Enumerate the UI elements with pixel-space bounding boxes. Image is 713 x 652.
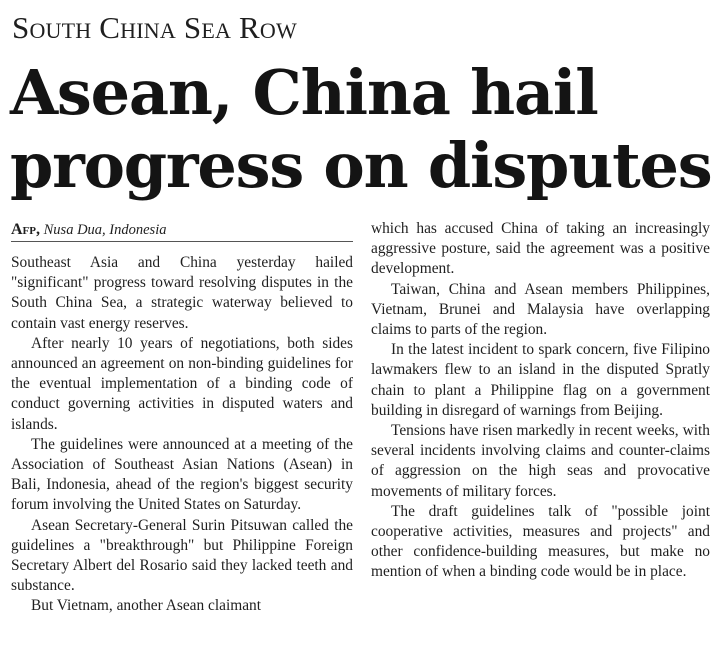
article-paragraph: The guidelines were announced at a meeting of the Association of Southeast Asian Nations (Asean) in Bali, Indonesia, ahead of the region's biggest security forum involving the United States on Saturday. xyxy=(11,435,353,514)
byline-agency: Afp, xyxy=(11,221,40,238)
article-paragraph: But Vietnam, another Asean claimant xyxy=(31,597,262,615)
article-column-right xyxy=(371,219,710,583)
article-paragraph: Asean Secretary-General Surin Pitsuwan called the guidelines a "breakthrough" but Philippine Foreign Secretary Albert del Rosario said they lacked teeth and substance. xyxy=(11,516,353,595)
article-paragraph: Taiwan, China and Asean members Philippines, Vietnam, Brunei and Malaysia have overlapping claims to parts of the region. xyxy=(371,280,710,339)
article-paragraph: Southeast Asia and China yesterday hailed "significant" progress toward resolving disputes in the South China Sea, a strategic waterway believed to contain vast energy reserves. xyxy=(11,254,353,332)
article-paragraph: The draft guidelines talk of "possible joint cooperative activities, measures and projects" and other confidence-building measures, but make no mention of when a binding code would be in place. xyxy=(371,502,710,581)
article-paragraph: which has accused China of taking an increasingly aggressive posture, said the agreement was a positive development. xyxy=(371,220,710,278)
article-paragraph: After nearly 10 years of negotiations, both sides announced an agreement on non-binding guidelines for the eventual implementation of a binding code of conduct governing activities in disputed waters and islands. xyxy=(11,334,353,433)
headline-line: Asean, China hail xyxy=(10,56,598,129)
article-column-left xyxy=(11,219,353,617)
article-paragraph: Tensions have risen markedly in recent weeks, with several incidents involving claims and counter-claims of aggression on the high seas and provocative movements of military forces. xyxy=(371,422,710,500)
headline xyxy=(10,56,710,202)
section-kicker: South China Sea Row xyxy=(12,10,297,45)
headline-line: progress on disputes xyxy=(10,129,712,202)
byline-place: Nusa Dua, Indonesia xyxy=(43,222,167,238)
article-paragraph: In the latest incident to spark concern, five Filipino lawmakers flew to an island in the disputed Spratly chain to plant a Philippine flag on a government building in disregard of warnings from Beijing. xyxy=(371,341,710,419)
byline xyxy=(11,219,353,242)
